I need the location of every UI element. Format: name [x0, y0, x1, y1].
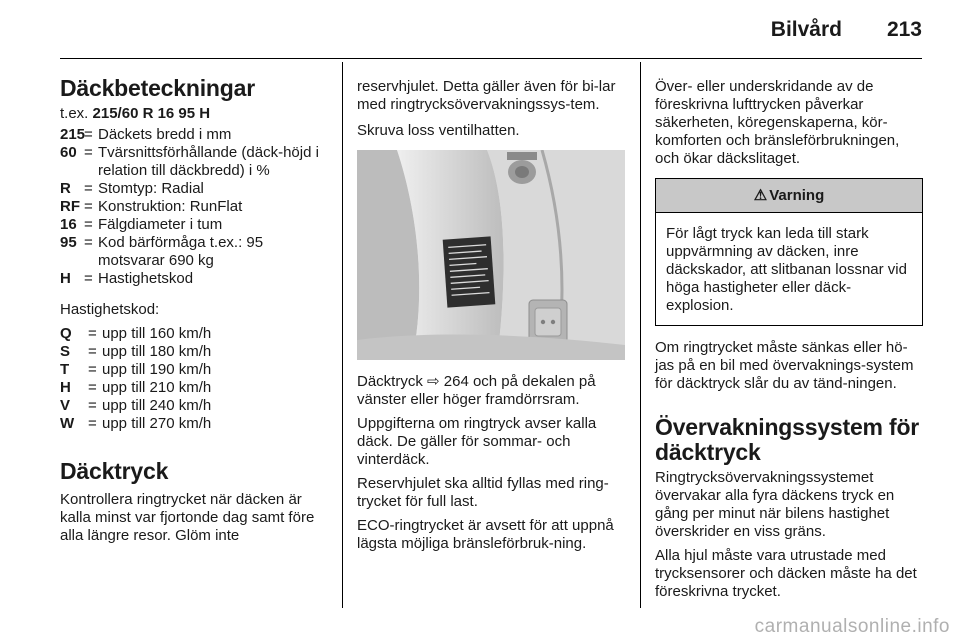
- door-frame-illustration: [357, 150, 625, 360]
- def-eq: =: [84, 144, 93, 161]
- def-term: 60: [60, 144, 77, 161]
- pressure-paragraph: Kontrollera ringtrycket när däcken är kalla minst var fjortonde dag samt före alla längre resor. Glöm inte: [60, 491, 315, 544]
- deviation-paragraph: Över- eller underskridande av de föreskrivna lufttrycken påverkar säkerheten, köregenskaperna, kör-komforten och bränsleförbrukningen, och ökar däckslitaget.: [655, 78, 900, 167]
- def-term: 95: [60, 234, 77, 251]
- def-eq: =: [84, 270, 93, 287]
- warning-header: [656, 179, 922, 213]
- def-term: RF: [60, 198, 80, 215]
- definition-row: [60, 180, 332, 198]
- def-eq: =: [84, 126, 93, 143]
- example-code: 215/60 R 16 95 H: [92, 105, 211, 122]
- def-term: 215: [60, 126, 86, 143]
- def-term: R: [60, 180, 71, 197]
- speed-row: [60, 325, 332, 343]
- eco-pressure-paragraph: ECO-ringtrycket är avsett för att uppnå lägsta möjliga bränsleförbruk-ning.: [357, 517, 614, 552]
- definition-row: [60, 234, 332, 270]
- pressure-reference-paragraph: [357, 373, 625, 409]
- ignition-paragraph: Om ringtrycket måste sänkas eller hö-jas på en bil med övervaknings-system för däcktryck slår du av tänd-ningen.: [655, 339, 914, 392]
- column-3: [655, 62, 923, 601]
- sensor-requirement-paragraph: Alla hjul måste vara utrustade med trycksensorer och däcken måste ha det föreskrivna trycket.: [655, 547, 917, 600]
- def-eq: =: [84, 234, 93, 251]
- tpms-description-paragraph: Ringtrycksövervakningssystemet övervakar alla fyra däckens tryck en gång per minut när bilens hastighet överskrider en viss gräns.: [655, 469, 895, 540]
- pressure-ref-text-b: 264 och på dekalen på vänster eller höger framdörrsram.: [357, 373, 596, 408]
- speed-term: Q: [60, 325, 72, 342]
- column-1: [60, 62, 332, 545]
- def-term: H: [60, 270, 71, 287]
- tire-code-definitions: [60, 126, 332, 288]
- speed-eq: =: [88, 397, 97, 414]
- tire-code-example: [60, 105, 332, 123]
- speed-row: [60, 415, 332, 433]
- column-divider: [342, 62, 343, 608]
- def-desc: Stomtyp: Radial: [98, 180, 204, 197]
- speed-code-list: [60, 325, 332, 433]
- speed-desc: upp till 180 km/h: [102, 343, 212, 360]
- warning-title: Varning: [769, 186, 825, 204]
- speed-eq: =: [88, 379, 97, 396]
- spare-full-load-paragraph: Reservhjulet ska alltid fyllas med ring-trycket för full last.: [357, 475, 609, 510]
- warning-text: För lågt tryck kan leda till stark uppvärmning av däcken, inre däckskador, att slitbanan lossnar vid höga hastigheter eller däck-explosion.: [666, 225, 907, 314]
- speed-term: H: [60, 379, 71, 396]
- speed-term: V: [60, 397, 71, 414]
- speed-desc: upp till 160 km/h: [102, 325, 212, 342]
- heading-tire-markings: Däckbeteckningar: [60, 75, 255, 101]
- definition-row: [60, 144, 332, 180]
- heading-tpms: Övervakningssystem för däcktryck: [655, 414, 920, 465]
- definition-row: [60, 126, 332, 144]
- speed-code-intro: Hastighetskod:: [60, 301, 160, 318]
- speed-row: [60, 397, 332, 415]
- spare-wheel-paragraph: reservhjulet. Detta gäller även för bi-lar med ringtrycksövervakningssys-tem.: [357, 78, 616, 113]
- def-eq: =: [84, 198, 93, 215]
- def-desc: Konstruktion: RunFlat: [98, 198, 243, 215]
- speed-desc: upp till 190 km/h: [102, 361, 212, 378]
- def-desc: Kod bärförmåga t.ex.: 95 motsvarar 690 kg: [98, 234, 264, 269]
- definition-row: [60, 198, 332, 216]
- def-eq: =: [84, 216, 93, 233]
- section-title: Bilvård: [770, 18, 842, 41]
- heading-tire-pressure: Däcktryck: [60, 458, 169, 484]
- speed-row: [60, 379, 332, 397]
- page-number: 213: [886, 18, 922, 41]
- definition-row: [60, 270, 332, 288]
- speed-desc: upp till 240 km/h: [102, 397, 212, 414]
- speed-term: S: [60, 343, 71, 360]
- speed-desc: upp till 210 km/h: [102, 379, 212, 396]
- speed-row: [60, 361, 332, 379]
- column-divider: [640, 62, 641, 608]
- door-frame-sticker-photo: [357, 150, 625, 360]
- cold-tire-paragraph: Uppgifterna om ringtryck avser kalla däck. De gäller för sommar- och vinterdäck.: [357, 415, 597, 468]
- page-reference-arrow-icon: ⇨: [427, 373, 440, 390]
- warning-triangle-icon: ⚠: [753, 186, 768, 204]
- speed-eq: =: [88, 325, 97, 342]
- def-desc: Däckets bredd i mm: [98, 126, 232, 143]
- speed-row: [60, 343, 332, 361]
- speed-eq: =: [88, 343, 97, 360]
- def-desc: Tvärsnittsförhållande (däck-höjd i relation till däckbredd) i %: [98, 144, 319, 179]
- page-header: [0, 14, 960, 46]
- def-term: 16: [60, 216, 77, 233]
- warning-box: [655, 178, 923, 326]
- def-eq: =: [84, 180, 93, 197]
- speed-term: W: [60, 415, 75, 432]
- column-2: [357, 62, 625, 553]
- speed-desc: upp till 270 km/h: [102, 415, 212, 432]
- header-rule: [60, 58, 922, 59]
- valve-cap-paragraph: Skruva loss ventilhatten.: [357, 122, 520, 139]
- speed-eq: =: [88, 361, 97, 378]
- def-desc: Fälgdiameter i tum: [98, 216, 223, 233]
- pressure-ref-text-a: Däcktryck: [357, 373, 428, 390]
- def-desc: Hastighetskod: [98, 270, 194, 287]
- definition-row: [60, 216, 332, 234]
- speed-term: T: [60, 361, 70, 378]
- watermark: carmanualsonline.info: [754, 616, 950, 637]
- example-prefix: t.ex.: [60, 105, 89, 122]
- speed-eq: =: [88, 415, 97, 432]
